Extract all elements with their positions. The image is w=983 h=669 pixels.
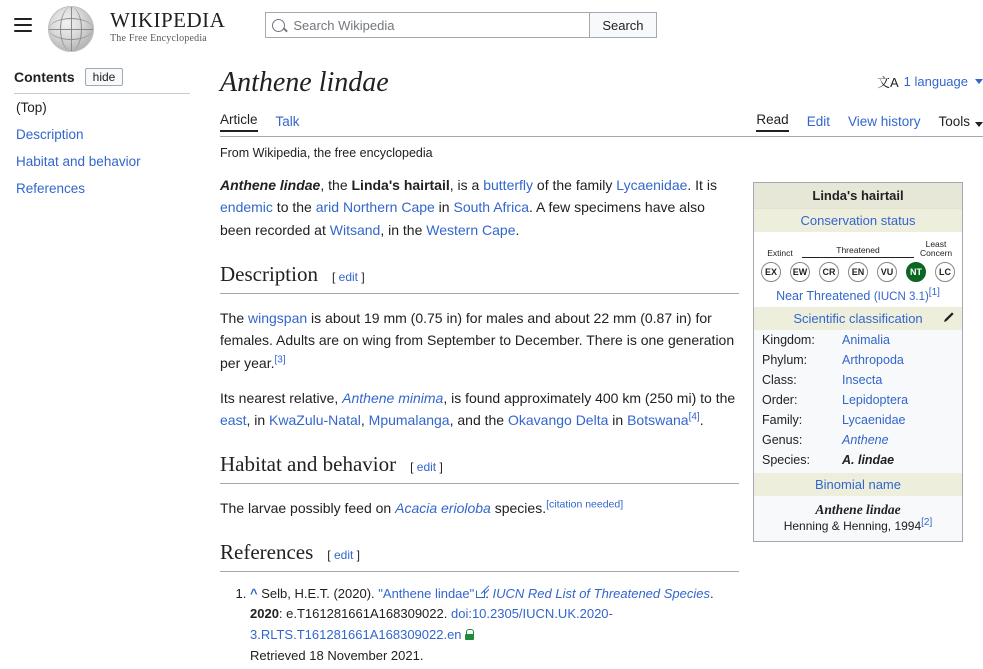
search-input[interactable]	[291, 17, 583, 34]
row-value	[842, 433, 889, 447]
language-count-label: 1 language	[903, 74, 968, 89]
status-dot-ew[interactable]: EW	[790, 262, 810, 282]
value-link[interactable]: Insecta	[842, 373, 883, 388]
bracket-open: [	[327, 547, 331, 562]
search-icon	[272, 19, 285, 32]
ref-id: : e.T161281661A168309022.	[278, 606, 448, 622]
search-box[interactable]	[265, 12, 590, 38]
section-heading-references	[220, 540, 739, 572]
status-dot-nt[interactable]: NT	[906, 262, 926, 282]
toc-item-description[interactable]: Description	[16, 127, 84, 142]
wikipedia-wordmark[interactable]	[110, 9, 225, 44]
row-key: Class:	[762, 373, 797, 388]
edit-link[interactable]: edit	[333, 547, 354, 562]
paragraph	[220, 497, 739, 520]
value-link[interactable]: Arthropoda	[842, 353, 904, 368]
references-list	[220, 584, 739, 667]
row-value	[842, 333, 890, 347]
value-link[interactable]: Anthene	[842, 433, 889, 448]
infobox-title: Linda's hairtail	[754, 183, 962, 209]
site-subtitle: From Wikipedia, the free encyclopedia	[220, 145, 433, 160]
wordmark-subtitle: The Free Encyclopedia	[110, 33, 207, 45]
list-item[interactable]	[14, 175, 190, 202]
tabs-right	[756, 112, 983, 132]
desc-text-5: , in	[246, 412, 270, 429]
search-button[interactable]: Search	[590, 12, 656, 38]
status-dot-lc[interactable]: LC	[935, 262, 955, 282]
wordmark-title: WIKIPEDIA	[110, 8, 226, 32]
edit-link[interactable]: edit	[416, 459, 437, 474]
section-body-description	[220, 307, 739, 432]
section-body-habitat	[220, 497, 739, 520]
row-key: Family:	[762, 413, 803, 428]
row-value	[842, 453, 894, 467]
row-key: Order:	[762, 393, 798, 408]
iucn-link[interactable]: (IUCN 3.1)	[873, 291, 929, 304]
row-key: Phylum:	[762, 353, 808, 368]
bracket-open: [	[331, 269, 336, 284]
status-dot-en[interactable]: EN	[848, 262, 868, 282]
article-text	[220, 174, 753, 669]
section-edit-link	[327, 548, 360, 562]
main-menu-icon[interactable]	[10, 12, 36, 38]
ref-3[interactable]: [3]	[274, 354, 286, 366]
article-tabs	[220, 112, 983, 137]
row-value	[842, 393, 908, 407]
section-title: Habitat and behavior	[220, 451, 397, 476]
status-caption	[760, 289, 956, 303]
reference-marker[interactable]	[274, 354, 285, 365]
table-row	[754, 410, 962, 430]
ref-sep-2: .	[710, 585, 714, 601]
page-body	[0, 48, 983, 669]
page-title: Anthene lindae	[220, 67, 389, 98]
row-value	[842, 413, 905, 427]
edit-link[interactable]: edit	[338, 269, 359, 284]
desc-text-2: is about 19 mm (0.75 in) for males and about 22 mm (0.87 in) for females. Adults are on wing from September to December. There is one generation per year.	[220, 309, 735, 371]
external-link-icon	[476, 589, 485, 598]
status-dot-ex[interactable]: EX	[761, 262, 781, 282]
ref-journal-link[interactable]: IUCN Red List of Threatened Species	[492, 585, 710, 601]
lead-text-5: to the	[272, 199, 316, 216]
section-title: References	[220, 539, 314, 564]
desc-text-7: , and the	[449, 412, 508, 429]
ref-1[interactable]: [1]	[928, 287, 940, 299]
lead-common-name: Linda's hairtail	[351, 176, 450, 193]
lead-text-3: of the family	[533, 176, 617, 193]
row-key: Genus:	[762, 433, 803, 448]
tab-edit[interactable]: Edit	[806, 113, 830, 129]
binomial-authority	[754, 519, 962, 541]
conservation-status-scale	[754, 232, 962, 308]
toc-hide-button[interactable]: hide	[85, 68, 124, 86]
lead-text-8: , in the	[380, 221, 427, 238]
status-dot-vu[interactable]: VU	[877, 262, 897, 282]
table-row	[754, 390, 962, 410]
status-text-link[interactable]: Near Threatened	[776, 289, 871, 304]
list-item[interactable]	[14, 121, 190, 148]
value-link[interactable]: Animalia	[842, 333, 890, 348]
table-of-contents	[0, 48, 200, 202]
ref-sep-1: .	[485, 585, 493, 601]
classification-rows	[754, 330, 962, 470]
link-butterfly[interactable]: butterfly	[483, 176, 534, 193]
value-link[interactable]: Lycaenidae	[842, 413, 906, 428]
link-east[interactable]: east	[220, 412, 247, 429]
bracket-close: ]	[361, 269, 365, 284]
toc-item-top[interactable]: (Top)	[16, 100, 47, 115]
link-acacia-erioloba[interactable]: Acacia erioloba	[395, 499, 491, 516]
list-item[interactable]	[14, 94, 190, 121]
link-northern-cape[interactable]: arid Northern Cape	[315, 199, 435, 216]
wikipedia-globe-icon[interactable]	[48, 6, 96, 54]
status-dot-cr[interactable]: CR	[819, 262, 839, 282]
section-title: Description	[220, 261, 318, 286]
desc-text-6: ,	[360, 412, 369, 429]
lead-text-9: .	[515, 221, 520, 238]
lead-paragraph	[220, 174, 739, 242]
article-columns	[220, 174, 983, 669]
section-heading-description	[220, 262, 739, 294]
citation-needed-marker[interactable]: [citation needed]	[546, 498, 624, 511]
row-key: Species:	[762, 453, 810, 468]
lead-text-1: , the	[320, 176, 352, 193]
paragraph	[220, 387, 739, 432]
ref-author: Selb, H.E.T. (2020).	[261, 585, 379, 601]
scale-label-least-concern: Least Concern	[920, 238, 953, 258]
article-content	[200, 48, 983, 669]
desc-text-9: .	[699, 412, 704, 429]
conservation-status-link[interactable]: Conservation status	[800, 212, 916, 228]
classification-link[interactable]: Scientific classification	[793, 311, 923, 327]
link-anthene-minima[interactable]: Anthene minima	[342, 389, 444, 406]
toc-list	[14, 94, 190, 202]
scale-label-extinct: Extinct	[767, 247, 793, 258]
value-text: A. lindae	[842, 453, 895, 468]
language-icon: 文A	[876, 75, 899, 90]
section-edit-link	[410, 460, 443, 474]
habitat-text-1: The larvae possibly feed on	[220, 499, 396, 516]
link-kwazulu-natal[interactable]: KwaZulu-Natal	[269, 412, 361, 429]
tab-talk[interactable]: Talk	[275, 113, 300, 129]
tabs-left	[220, 112, 300, 132]
chevron-down-icon	[975, 79, 983, 84]
binomial-name-value: Anthene lindae	[815, 502, 901, 518]
ref-2[interactable]: [2]	[921, 517, 933, 529]
table-row	[754, 350, 962, 370]
desc-text-8: in	[608, 412, 628, 429]
tab-article[interactable]: Article	[220, 112, 258, 132]
bracket-close: ]	[439, 459, 443, 474]
section-edit-link	[332, 270, 365, 284]
list-item	[250, 584, 739, 667]
tab-view-history[interactable]: View history	[847, 113, 921, 129]
scale-label-threatened: Threatened	[802, 246, 914, 258]
search-area	[265, 12, 656, 38]
chevron-down-icon	[975, 122, 983, 127]
table-row	[754, 330, 962, 350]
desc-text-3: Its nearest relative,	[220, 389, 343, 406]
paragraph	[220, 307, 739, 375]
toc-header	[14, 68, 190, 94]
link-botswana[interactable]: Botswana	[627, 412, 689, 429]
row-value	[842, 353, 904, 367]
title-row	[220, 66, 983, 100]
list-item[interactable]	[14, 148, 190, 175]
lead-text-6: in	[434, 199, 454, 216]
link-okavango-delta[interactable]: Okavango Delta	[507, 412, 609, 429]
tab-read[interactable]: Read	[756, 112, 788, 132]
link-wingspan[interactable]: wingspan	[248, 309, 308, 326]
scientific-classification-header	[754, 307, 962, 330]
ref-doi-link[interactable]: doi:10.2305/IUCN.UK.2020-3.RLTS.T161281661A168309022.en	[250, 606, 613, 643]
link-mpumalanga[interactable]: Mpumalanga	[368, 412, 450, 429]
reference-marker[interactable]	[921, 517, 932, 528]
reference-marker[interactable]	[689, 412, 700, 423]
ref-4[interactable]: [4]	[688, 411, 700, 423]
link-endemic[interactable]: endemic	[220, 199, 273, 216]
ref-year: 2020	[250, 606, 279, 622]
binomial-name-header	[754, 473, 962, 496]
link-witsand[interactable]: Witsand	[329, 221, 381, 238]
toc-title: Contents	[14, 69, 75, 85]
toc-item-habitat[interactable]: Habitat and behavior	[16, 154, 141, 169]
reference-marker[interactable]	[929, 287, 940, 298]
table-row	[754, 430, 962, 450]
link-south-africa[interactable]: South Africa	[453, 199, 529, 216]
table-row	[754, 450, 962, 470]
binomial-link[interactable]: Binomial name	[815, 477, 901, 493]
habitat-text-2: species.	[490, 499, 547, 516]
section-heading-habitat	[220, 452, 739, 484]
row-value	[842, 373, 882, 387]
desc-text-4: , is found approximately 400 km (250 mi) to the	[443, 389, 736, 406]
conservation-status-header	[754, 209, 962, 232]
lead-text-2: , is a	[449, 176, 484, 193]
status-scale-labels	[760, 240, 956, 259]
pencil-icon[interactable]	[942, 311, 955, 324]
value-link[interactable]: Lepidoptera	[842, 393, 909, 408]
ref-retrieved: Retrieved 18 November 2021.	[250, 648, 424, 664]
desc-text-1: The	[220, 309, 249, 326]
bracket-open: [	[410, 459, 414, 474]
bracket-close: ]	[356, 547, 361, 562]
lead-species-name: Anthene lindae	[220, 176, 321, 193]
link-lycaenidae[interactable]: Lycaenidae	[616, 176, 688, 193]
authority-text: Henning & Henning, 1994	[783, 519, 922, 534]
tools-menu-button[interactable]: Tools	[938, 113, 970, 129]
ref-backlink[interactable]: ^	[250, 585, 258, 601]
link-western-cape[interactable]: Western Cape	[426, 221, 516, 238]
toc-item-references[interactable]: References	[16, 181, 86, 196]
site-header	[0, 0, 983, 48]
taxobox	[753, 182, 963, 543]
open-access-lock-icon	[465, 629, 474, 640]
table-row	[754, 370, 962, 390]
row-key: Kingdom:	[762, 333, 815, 348]
lead-text-4: . It is	[687, 176, 717, 193]
ref-title-link[interactable]: "Anthene lindae"	[378, 585, 475, 601]
lead-text-7: . A few specimens have also been recorded at	[220, 199, 705, 238]
language-selector[interactable]	[877, 72, 983, 91]
status-source	[873, 287, 940, 304]
status-dots	[760, 262, 956, 282]
